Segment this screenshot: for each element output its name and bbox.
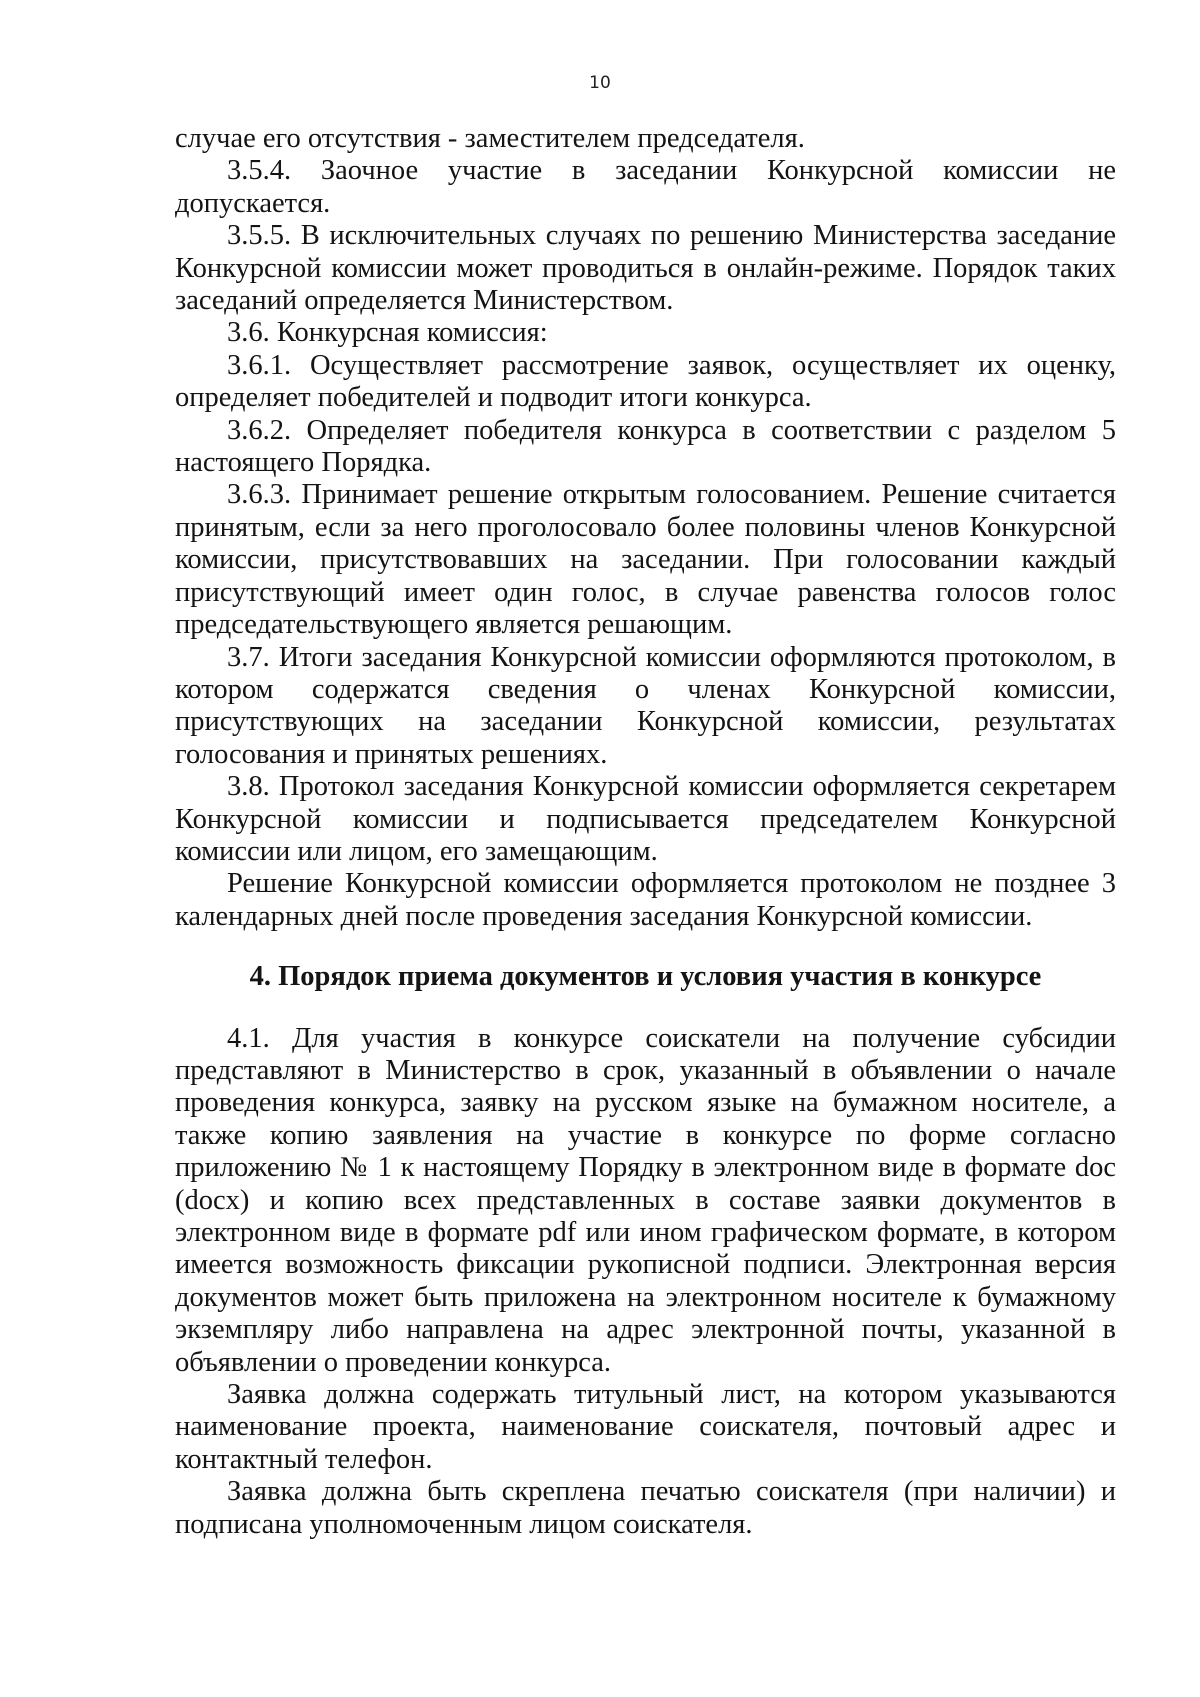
paragraph: 3.8. Протокол заседания Конкурсной комиссии оформляется секретарем Конкурсной комиссии и подписывается председателем Конкурсной комиссии или лицом, его замещающим. (175, 771, 1116, 867)
page-number: 10 (589, 73, 611, 93)
paragraph: 3.6. Конкурсная комиссия: (227, 317, 548, 349)
section-4-body (175, 1023, 1116, 1542)
paragraph: Решение Конкурсной комиссии оформляется протоколом не позднее 3 календарных дней после проведения заседания Конкурсной комиссии. (175, 868, 1116, 932)
paragraph: 3.7. Итоги заседания Конкурсной комиссии оформляются протоколом, в котором содержатся сведения о членах Конкурсной комиссии, присутствующих на заседании Конкурсной комиссии, результатах голосования и принятых решениях. (175, 641, 1116, 770)
paragraph: 3.6.2. Определяет победителя конкурса в соответствии с разделом 5 настоящего Порядка. (175, 414, 1116, 479)
paragraph: Заявка должна содержать титульный лист, на котором указываются наименование проекта, наименование соискателя, почтовый адрес и контактный телефон. (175, 1379, 1116, 1475)
paragraph: 4.1. Для участия в конкурсе соискатели на получение субсидии представляют в Министерство в срок, указанный в объявлении о начале проведения конкурса, заявку на русском языке на бумажном носителе, а также копию заявления на участие в конкурсе по форме согласно приложению № 1 к настоящему Порядку в электронном виде в формате doc (docx) и копию всех представленных в составе заявки документов в электронном виде в формате pdf или ином графическом формате, в котором имеется возможность фиксации рукописной подписи. Электронная версия документов может быть приложена на электронном носителе к бумажному экземпляру либо направлена на адрес электронной почты, указанной в объявлении о проведении конкурса. (175, 1022, 1116, 1378)
paragraph: случае его отсутствия - заместителем председателя. (175, 123, 805, 154)
section-3-continuation (175, 123, 1116, 933)
paragraph: 3.6.1. Осуществляет рассмотрение заявок, осуществляет их оценку, определяет победителей и подводит итоги конкурса. (175, 349, 1116, 414)
paragraph: Заявка должна быть скреплена печатью соискателя (при наличии) и подписана уполномоченным лицом соискателя. (175, 1476, 1116, 1540)
paragraph: 3.6.3. Принимает решение открытым голосованием. Решение считается принятым, если за него проголосовало более половины членов Конкурсной комиссии, присутствовавших на заседании. При голосовании каждый присутствующий имеет один голос, в случае равенства голосов голос председательствующего является решающим. (175, 479, 1116, 641)
section-heading: 4. Порядок приема документов и условия участия в конкурсе (249, 961, 1042, 993)
paragraph: 3.5.4. Заочное участие в заседании Конкурсной комиссии не допускается. (175, 155, 1116, 219)
document-body (175, 123, 1116, 1541)
paragraph: 3.5.5. В исключительных случаях по решению Министерства заседание Конкурсной комиссии может проводиться в онлайн-режиме. Порядок таких заседаний определяется Министерством. (175, 220, 1116, 317)
